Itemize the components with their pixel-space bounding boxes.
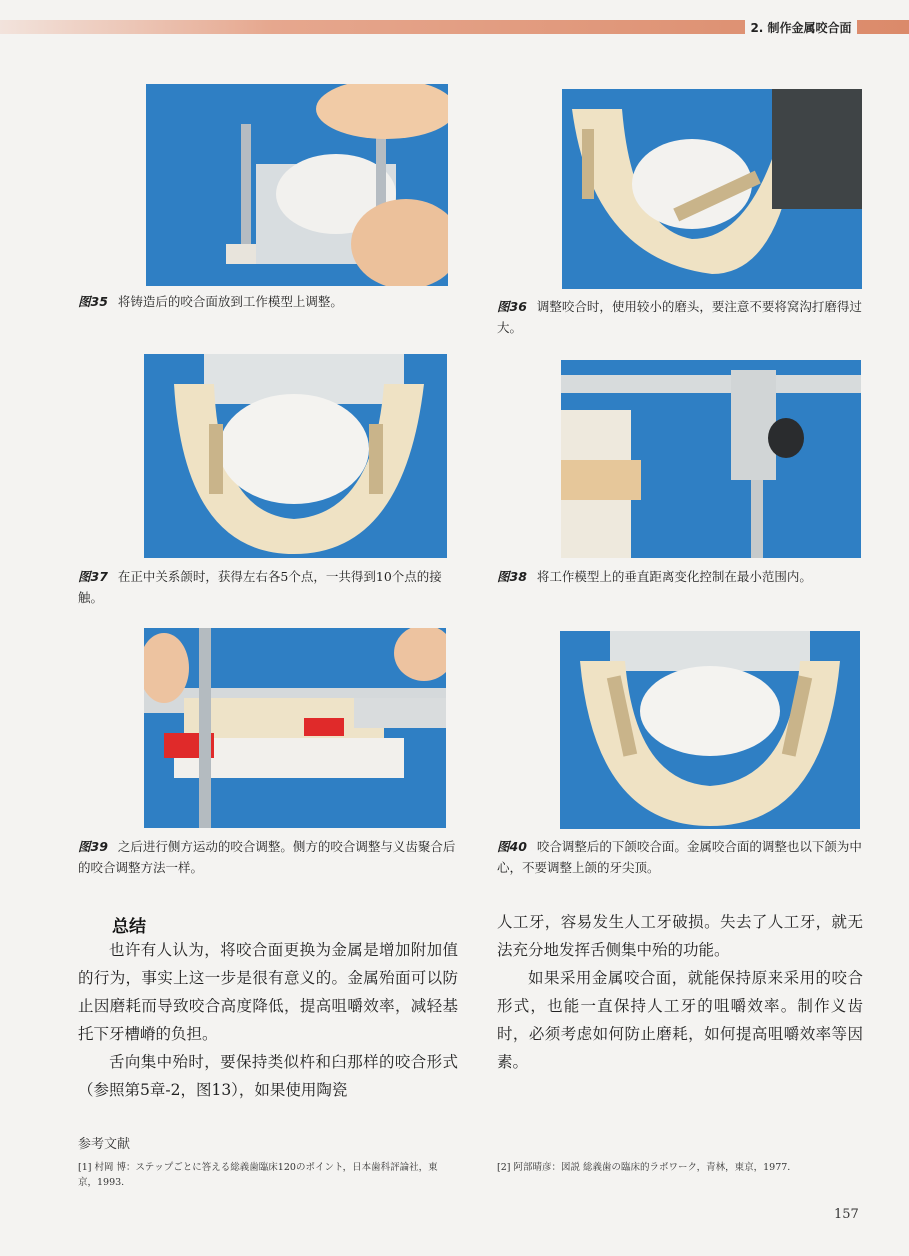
reference-item: [2] 阿部晴彦：図説 総義歯の臨床的ラボワーク，青林，東京，1977. (497, 1162, 791, 1173)
figure-36-caption (497, 296, 867, 338)
figure-label: 图37 (78, 569, 108, 584)
caption-text: 咬合调整后的下颌咬合面。金属咬合面的调整也以下颌为中心，不要调整上颌的牙尖顶。 (497, 839, 862, 875)
references-title: 参考文献 (78, 1137, 131, 1152)
page-number: 157 (834, 1207, 859, 1222)
figure-36-photo (562, 89, 862, 289)
figure-label: 图35 (78, 294, 108, 309)
figure-39-caption (78, 836, 458, 878)
caption-text: 在正中关系颌时，获得左右各5个点，一共得到10个点的接触。 (78, 569, 442, 605)
figure-35-photo (146, 84, 448, 286)
summary-paragraph: 舌向集中殆时，要保持类似杵和臼那样的咬合形式（参照第5章-2，图13），如果使用陶瓷 (78, 1053, 458, 1099)
figure-39-photo (144, 628, 446, 828)
figure-label: 图38 (497, 569, 527, 584)
summary-paragraph: 也许有人认为，将咬合面更换为金属是增加附加值的行为，事实上这一步是很有意义的。金属殆面可以防止因磨耗而导致咬合高度降低，提高咀嚼效率，减轻基托下牙槽嵴的负担。 (78, 941, 458, 1043)
figure-label: 图36 (497, 299, 527, 314)
chapter-title: 2. 制作金属咬合面 (745, 20, 857, 36)
caption-text: 调整咬合时，使用较小的磨头，要注意不要将窝沟打磨得过大。 (497, 299, 862, 335)
figure-40-photo (560, 631, 860, 829)
figure-37-caption (78, 566, 458, 608)
caption-text: 之后进行侧方运动的咬合调整。侧方的咬合调整与义齿聚合后的咬合调整方法一样。 (78, 839, 456, 875)
summary-right-column (497, 908, 863, 1076)
figure-label: 图39 (78, 839, 108, 854)
figure-38-caption (497, 566, 867, 587)
summary-paragraph: 人工牙，容易发生人工牙破损。失去了人工牙，就无法充分地发挥舌侧集中殆的功能。 (497, 913, 863, 959)
summary-left-column (78, 936, 458, 1104)
reference-item: [1] 村岡 博：ステップごとに答える総義歯臨床120のポイント，日本歯科評論社，東京，1993. (78, 1162, 438, 1188)
summary-paragraph: 如果采用金属咬合面，就能保持原来采用的咬合形式，也能一直保持人工牙的咀嚼效率。制作义齿时，必须考虑如何防止磨耗，如何提高咀嚼效率等因素。 (497, 969, 863, 1071)
caption-text: 将铸造后的咬合面放到工作模型上调整。 (117, 294, 343, 309)
figure-35-caption (78, 291, 458, 312)
summary-title: 总结 (112, 917, 146, 937)
figure-37-photo (144, 354, 447, 558)
figure-38-photo (561, 360, 861, 558)
caption-text: 将工作模型上的垂直距离变化控制在最小范围内。 (536, 569, 812, 584)
figure-40-caption (497, 836, 867, 878)
figure-label: 图40 (497, 839, 527, 854)
